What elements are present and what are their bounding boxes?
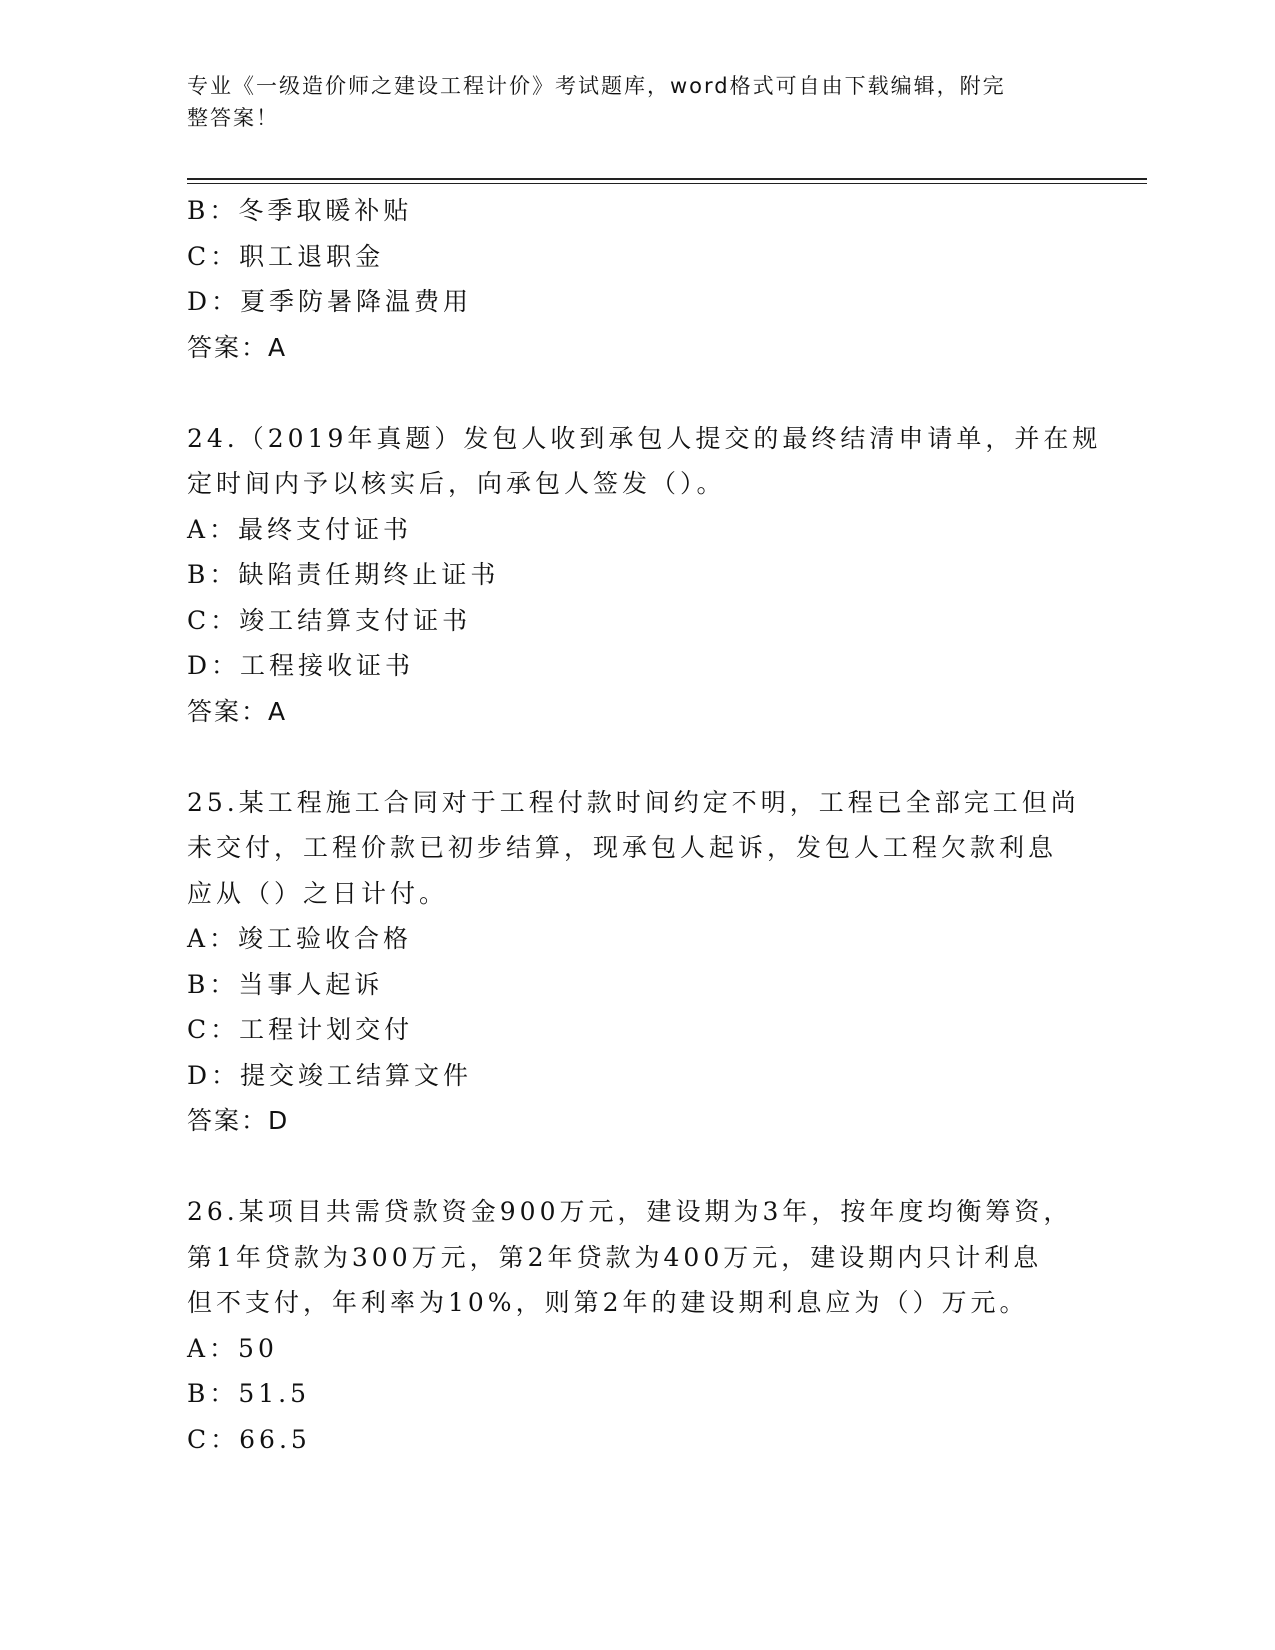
question-stem-line: 未交付，工程价款已初步结算，现承包人起诉，发包人工程欠款利息 <box>187 833 1058 862</box>
spacer <box>187 734 1107 780</box>
question-block <box>187 780 1107 1144</box>
answer-line: 答案：A <box>187 332 288 362</box>
option-b: B：51.5 <box>187 1379 311 1408</box>
option-a: A：最终支付证书 <box>187 514 413 544</box>
header-line-1: 专业《一级造价师之建设工程计价》考试题库，word格式可自由下载编辑，附完 <box>187 74 1006 98</box>
option-a: A：竣工验收合格 <box>187 924 413 953</box>
answer-line: 答案：D <box>187 1106 290 1135</box>
document-header <box>187 70 1067 134</box>
spacer <box>187 1144 1107 1190</box>
option-b: B：冬季取暖补贴 <box>187 196 413 225</box>
option-d: D：工程接收证书 <box>187 651 415 680</box>
question-stem-line: 第1年贷款为300万元，第2年贷款为400万元，建设期内只计利息 <box>187 1242 1043 1272</box>
option-b: B：当事人起诉 <box>187 969 384 999</box>
question-block <box>187 1189 1107 1462</box>
question-stem-line: 25.某工程施工合同对于工程付款时间约定不明，工程已全部完工但尚 <box>187 787 1080 817</box>
option-c: C：职工退职金 <box>187 241 385 271</box>
option-d: D：提交竣工结算文件 <box>187 1060 473 1090</box>
option-c: C：工程计划交付 <box>187 1015 414 1044</box>
question-stem-line: 24.（2019年真题）发包人收到承包人提交的最终结清申请单，并在规 <box>187 423 1102 453</box>
question-stem-line: 但不支付，年利率为10%，则第2年的建设期利息应为（）万元。 <box>187 1288 1029 1317</box>
question-stem-line: 定时间内予以核实后，向承包人签发（）。 <box>187 469 726 498</box>
option-d: D：夏季防暑降温费用 <box>187 287 473 316</box>
question-block <box>187 188 1107 370</box>
option-c: C：66.5 <box>187 1424 311 1454</box>
question-stem-line: 应从（）之日计付。 <box>187 878 449 908</box>
option-c: C：竣工结算支付证书 <box>187 605 472 635</box>
question-list <box>187 188 1107 1462</box>
question-stem-line: 26.某项目共需贷款资金900万元，建设期为3年，按年度均衡筹资， <box>187 1197 1073 1226</box>
question-block <box>187 416 1107 735</box>
answer-line: 答案：A <box>187 696 288 726</box>
header-line-2: 整答案！ <box>187 106 279 130</box>
header-divider-thick <box>187 178 1147 180</box>
option-b: B：缺陷责任期终止证书 <box>187 560 500 589</box>
option-a: A：50 <box>187 1333 278 1363</box>
spacer <box>187 370 1107 416</box>
header-divider-thin <box>187 183 1147 184</box>
